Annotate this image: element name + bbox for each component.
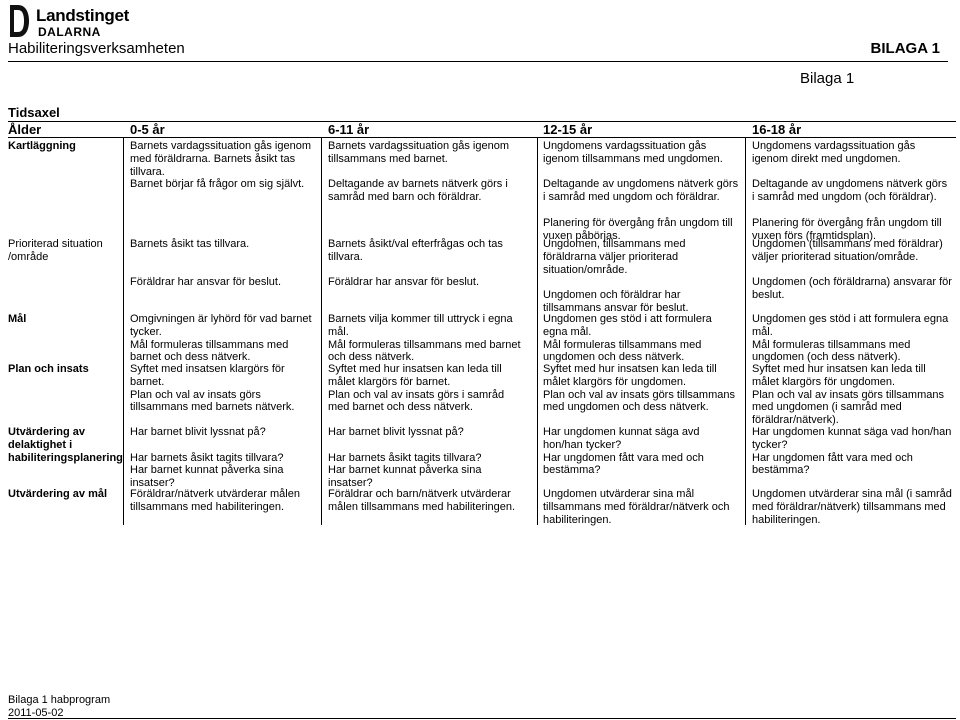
table-header-rule bbox=[8, 137, 956, 138]
section-title: Tidsaxel bbox=[8, 105, 60, 120]
table-cell: Ungdomens vardagssituation gås igenom direkt med ungdomen. Deltagande av ungdomens nätverk görs i samråd med ungdom (och föräldrar). Planering för övergång från ungdom till vuxen förs (framtidsplan). bbox=[752, 140, 948, 242]
landstinget-logo bbox=[8, 4, 158, 40]
table-cell: Ungdomen utvärderar sina mål tillsammans med föräldrar/nätverk och habiliteringen. bbox=[543, 488, 730, 526]
column-divider bbox=[745, 137, 746, 525]
table-cell: Har barnet blivit lyssnat på? Har barnets åsikt tagits tillvara? Har barnet kunnat påverka sina insatser? bbox=[130, 426, 284, 490]
table-cell: Har ungdomen kunnat säga avd hon/han tycker? Har ungdomen fått vara med och bestämma? bbox=[543, 426, 704, 477]
logo-subname: DALARNA bbox=[38, 25, 101, 39]
age-col-0-5: 0-5 år bbox=[130, 122, 165, 137]
table-cell: Barnets vardagssituation gås igenom med föräldrarna. Barnets åsikt tas tillvara. Barnet börjar få frågor om sig självt. bbox=[130, 140, 311, 191]
footer-rule bbox=[8, 718, 956, 719]
row-label-mal: Mål bbox=[8, 313, 27, 325]
age-label: Ålder bbox=[8, 122, 42, 137]
row-label-plan-och-insats: Plan och insats bbox=[8, 363, 89, 375]
table-cell: Barnets vilja kommer till uttryck i egna mål. Mål formuleras tillsammans med barnet och dess nätverk. bbox=[328, 313, 521, 364]
document-subtitle: Bilaga 1 bbox=[800, 70, 855, 87]
table-cell: Föräldrar/nätverk utvärderar målen tillsammans med habiliteringen. bbox=[130, 488, 300, 513]
age-col-12-15: 12-15 år bbox=[543, 122, 593, 137]
table-cell: Barnets vardagssituation gås igenom tillsammans med barnet. Deltagande av barnets nätverk görs i samråd med barn och föräldrar. bbox=[328, 140, 509, 204]
column-divider bbox=[537, 137, 538, 525]
row-label-utvardering-delaktighet: Utvärdering av delaktighet i habiliteringsplanering bbox=[8, 426, 123, 464]
organization-name: Habiliteringsverksamheten bbox=[8, 40, 185, 57]
landstinget-d-mark-icon bbox=[8, 4, 30, 38]
logo-name: Landstinget bbox=[36, 6, 130, 25]
table-cell: Ungdomen ges stöd i att formulera egna mål. Mål formuleras tillsammans med ungdomen (och dess nätverk). bbox=[752, 313, 949, 364]
column-divider bbox=[123, 137, 124, 525]
table-cell: Syftet med hur insatsen kan leda till målet klargörs för ungdomen. Plan och val av insats görs tillsammans med ungdomen (i samråd med föräldrar/nätverk). bbox=[752, 363, 944, 427]
table-cell: Barnets åsikt tas tillvara. Föräldrar har ansvar för beslut. bbox=[130, 238, 282, 289]
table-cell: Barnets åsikt/val efterfrågas och tas tillvara. Föräldrar har ansvar för beslut. bbox=[328, 238, 503, 289]
table-cell: Syftet med insatsen klargörs för barnet. Plan och val av insats görs tillsammans med barnets nätverk. bbox=[130, 363, 295, 414]
row-label-kartlaggning: Kartläggning bbox=[8, 140, 76, 152]
table-cell: Ungdomens vardagssituation gås igenom tillsammans med ungdomen. Deltagande av ungdomens nätverk görs i samråd med ungdom och föräldrar. Planering för övergång från ungdom till vuxen påbörjas. bbox=[543, 140, 739, 242]
table-cell: Föräldrar och barn/nätverk utvärderar målen tillsammans med habiliteringen. bbox=[328, 488, 516, 513]
table-cell: Syftet med hur insatsen kan leda till målet klargörs för barnet. Plan och val av insats görs i samråd med barnet och dess nätverk. bbox=[328, 363, 505, 414]
table-cell: Omgivningen är lyhörd för vad barnet tycker. Mål formuleras tillsammans med barnet och dess nätverk. bbox=[130, 313, 312, 364]
table-cell: Ungdomen (tillsammans med föräldrar) väljer prioriterad situation/område. Ungdomen (och föräldrarna) ansvarar för beslut. bbox=[752, 238, 952, 302]
age-col-16-18: 16-18 år bbox=[752, 122, 802, 137]
table-cell: Ungdomen, tillsammans med föräldrarna väljer prioriterad situation/område. Ungdomen och föräldrar har tillsammans ansvar för beslut. bbox=[543, 238, 689, 314]
column-divider bbox=[321, 137, 322, 525]
document-badge: BILAGA 1 bbox=[870, 40, 940, 57]
table-cell: Har barnet blivit lyssnat på? Har barnets åsikt tagits tillvara? Har barnet kunnat påverka sina insatser? bbox=[328, 426, 482, 490]
footer-document-name: Bilaga 1 habprogram bbox=[8, 694, 111, 706]
row-label-prioriterad-situation: Prioriterad situation /område bbox=[8, 238, 103, 263]
table-cell: Ungdomen ges stöd i att formulera egna mål. Mål formuleras tillsammans med ungdomen och dess nätverk. bbox=[543, 313, 712, 364]
table-cell: Syftet med hur insatsen kan leda till målet klargörs för ungdomen. Plan och val av insats görs tillsammans med ungdomen och dess nätverk. bbox=[543, 363, 735, 414]
header-rule bbox=[8, 61, 948, 62]
table-cell: Ungdomen utvärderar sina mål (i samråd med föräldrar/nätverk) tillsammans med habiliteringen. bbox=[752, 488, 952, 526]
table-cell: Har ungdomen kunnat säga vad hon/han tycker? Har ungdomen fått vara med och bestämma? bbox=[752, 426, 952, 477]
footer-date: 2011-05-02 bbox=[8, 707, 64, 719]
age-col-6-11: 6-11 år bbox=[328, 122, 370, 137]
row-label-utvardering-mal: Utvärdering av mål bbox=[8, 488, 108, 500]
